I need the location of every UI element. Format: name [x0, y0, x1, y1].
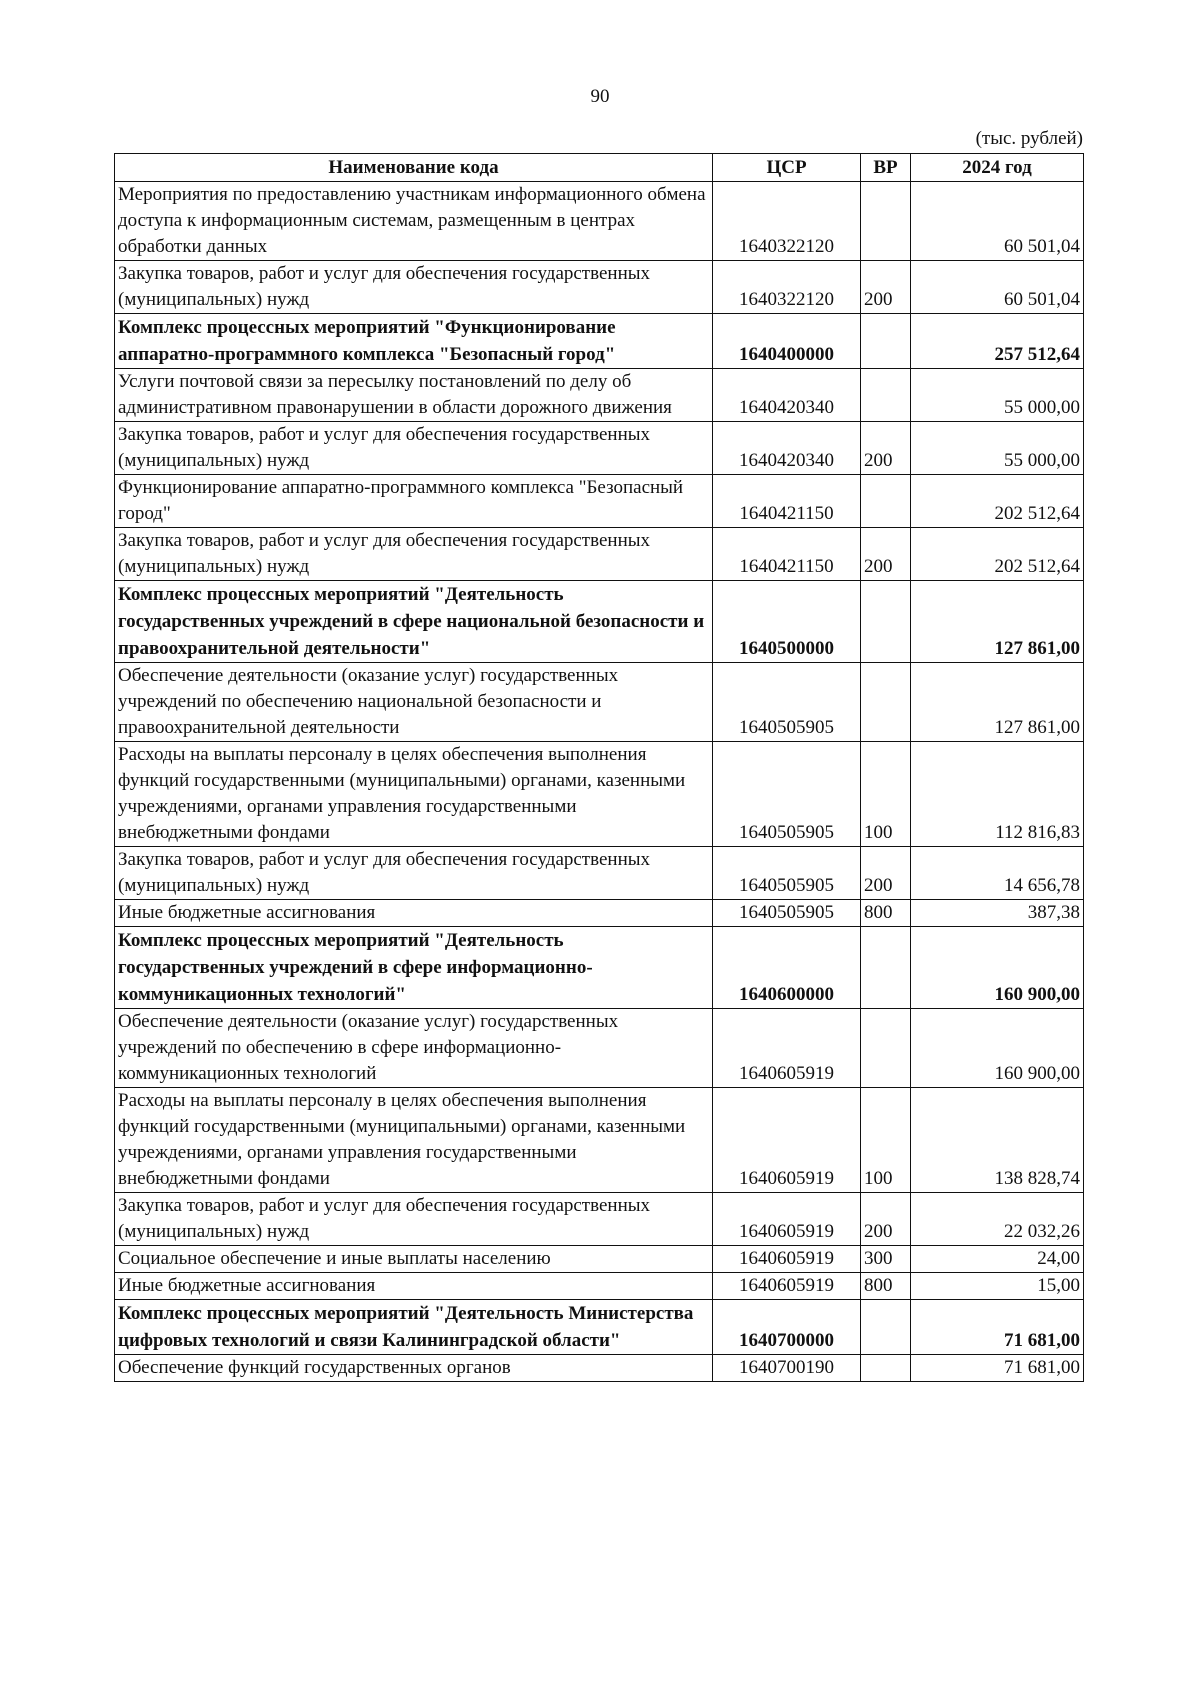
table-body — [115, 182, 1084, 1382]
row-csr-cell: 1640605919 — [713, 1088, 861, 1193]
row-amount-cell: 55 000,00 — [911, 422, 1084, 475]
row-csr-cell: 1640605919 — [713, 1246, 861, 1273]
row-amount-cell: 112 816,83 — [911, 742, 1084, 847]
row-name-cell: Комплекс процессных мероприятий "Функционирование аппаратно-программного комплекса "Безопасный город" — [115, 314, 713, 369]
row-csr-cell: 1640505905 — [713, 847, 861, 900]
row-amount-cell: 15,00 — [911, 1273, 1084, 1300]
table-row — [115, 422, 1084, 475]
row-vr-cell: 800 — [861, 1273, 911, 1300]
row-amount-cell: 127 861,00 — [911, 663, 1084, 742]
row-amount-cell: 257 512,64 — [911, 314, 1084, 369]
row-name-cell: Обеспечение деятельности (оказание услуг) государственных учреждений по обеспечению национальной безопасности и правоохранительной деятельности — [115, 663, 713, 742]
row-amount-cell: 22 032,26 — [911, 1193, 1084, 1246]
row-vr-cell: 100 — [861, 1088, 911, 1193]
row-amount-cell: 160 900,00 — [911, 1009, 1084, 1088]
row-vr-cell: 200 — [861, 528, 911, 581]
row-amount-cell: 60 501,04 — [911, 182, 1084, 261]
row-name-cell: Комплекс процессных мероприятий "Деятельность государственных учреждений в сфере информационно-коммуникационных технологий" — [115, 927, 713, 1009]
row-name-cell: Услуги почтовой связи за пересылку постановлений по делу об административном правонарушении в области дорожного движения — [115, 369, 713, 422]
row-name-cell: Закупка товаров, работ и услуг для обеспечения государственных (муниципальных) нужд — [115, 528, 713, 581]
row-csr-cell: 1640322120 — [713, 261, 861, 314]
table-row — [115, 581, 1084, 663]
row-name-cell: Социальное обеспечение и иные выплаты населению — [115, 1246, 713, 1273]
row-vr-cell — [861, 369, 911, 422]
row-csr-cell: 1640420340 — [713, 369, 861, 422]
row-amount-cell: 138 828,74 — [911, 1088, 1084, 1193]
row-amount-cell: 55 000,00 — [911, 369, 1084, 422]
row-name-cell: Обеспечение деятельности (оказание услуг) государственных учреждений по обеспечению в сфере информационно-коммуникационных технологий — [115, 1009, 713, 1088]
row-csr-cell: 1640700190 — [713, 1355, 861, 1382]
row-vr-cell — [861, 581, 911, 663]
row-csr-cell: 1640600000 — [713, 927, 861, 1009]
row-csr-cell: 1640605919 — [713, 1273, 861, 1300]
row-name-cell: Закупка товаров, работ и услуг для обеспечения государственных (муниципальных) нужд — [115, 847, 713, 900]
table-row — [115, 1009, 1084, 1088]
row-vr-cell: 300 — [861, 1246, 911, 1273]
table-header-row — [115, 154, 1084, 182]
row-name-cell: Закупка товаров, работ и услуг для обеспечения государственных (муниципальных) нужд — [115, 422, 713, 475]
row-vr-cell — [861, 1300, 911, 1355]
header-vr: ВР — [861, 154, 911, 182]
row-vr-cell: 200 — [861, 422, 911, 475]
header-name: Наименование кода — [115, 154, 713, 182]
row-vr-cell — [861, 182, 911, 261]
row-amount-cell: 202 512,64 — [911, 475, 1084, 528]
row-csr-cell: 1640605919 — [713, 1193, 861, 1246]
row-vr-cell — [861, 314, 911, 369]
row-amount-cell: 60 501,04 — [911, 261, 1084, 314]
row-name-cell: Закупка товаров, работ и услуг для обеспечения государственных (муниципальных) нужд — [115, 1193, 713, 1246]
table-row — [115, 1300, 1084, 1355]
row-name-cell: Комплекс процессных мероприятий "Деятельность государственных учреждений в сфере национальной безопасности и правоохранительной деятельности" — [115, 581, 713, 663]
row-name-cell: Иные бюджетные ассигнования — [115, 1273, 713, 1300]
row-name-cell: Закупка товаров, работ и услуг для обеспечения государственных (муниципальных) нужд — [115, 261, 713, 314]
page-number: 90 — [590, 86, 610, 107]
table-row — [115, 369, 1084, 422]
row-csr-cell: 1640605919 — [713, 1009, 861, 1088]
row-vr-cell: 100 — [861, 742, 911, 847]
table-row — [115, 900, 1084, 927]
row-name-cell: Расходы на выплаты персоналу в целях обеспечения выполнения функций государственными (муниципальными) органами, казенными учреждениями, органами управления государственными внебюджетными фондами — [115, 1088, 713, 1193]
row-name-cell: Обеспечение функций государственных органов — [115, 1355, 713, 1382]
row-amount-cell: 71 681,00 — [911, 1355, 1084, 1382]
table-row — [115, 1355, 1084, 1382]
table-row — [115, 742, 1084, 847]
row-amount-cell: 71 681,00 — [911, 1300, 1084, 1355]
row-vr-cell — [861, 927, 911, 1009]
row-vr-cell — [861, 663, 911, 742]
row-vr-cell: 200 — [861, 1193, 911, 1246]
budget-table — [114, 153, 1084, 1382]
units-label: (тыс. рублей) — [975, 128, 1083, 149]
row-vr-cell — [861, 475, 911, 528]
row-name-cell: Иные бюджетные ассигнования — [115, 900, 713, 927]
row-csr-cell: 1640322120 — [713, 182, 861, 261]
table-row — [115, 1246, 1084, 1273]
row-vr-cell: 800 — [861, 900, 911, 927]
header-csr: ЦСР — [713, 154, 861, 182]
row-amount-cell: 160 900,00 — [911, 927, 1084, 1009]
row-csr-cell: 1640500000 — [713, 581, 861, 663]
row-vr-cell — [861, 1355, 911, 1382]
table-row — [115, 1273, 1084, 1300]
row-name-cell: Расходы на выплаты персоналу в целях обеспечения выполнения функций государственными (муниципальными) органами, казенными учреждениями, органами управления государственными внебюджетными фондами — [115, 742, 713, 847]
table-row — [115, 528, 1084, 581]
row-amount-cell: 14 656,78 — [911, 847, 1084, 900]
table-row — [115, 847, 1084, 900]
row-amount-cell: 127 861,00 — [911, 581, 1084, 663]
table-row — [115, 1193, 1084, 1246]
row-csr-cell: 1640505905 — [713, 663, 861, 742]
header-year: 2024 год — [911, 154, 1084, 182]
row-csr-cell: 1640421150 — [713, 528, 861, 581]
table-row — [115, 314, 1084, 369]
table-row — [115, 261, 1084, 314]
table-row — [115, 663, 1084, 742]
row-csr-cell: 1640700000 — [713, 1300, 861, 1355]
row-csr-cell: 1640400000 — [713, 314, 861, 369]
row-amount-cell: 387,38 — [911, 900, 1084, 927]
table-row — [115, 475, 1084, 528]
row-csr-cell: 1640505905 — [713, 900, 861, 927]
row-vr-cell: 200 — [861, 261, 911, 314]
row-name-cell: Функционирование аппаратно-программного комплекса "Безопасный город" — [115, 475, 713, 528]
row-name-cell: Мероприятия по предоставлению участникам информационного обмена доступа к информационным системам, размещенным в центрах обработки данных — [115, 182, 713, 261]
row-csr-cell: 1640505905 — [713, 742, 861, 847]
table-row — [115, 182, 1084, 261]
table-row — [115, 927, 1084, 1009]
row-vr-cell: 200 — [861, 847, 911, 900]
row-vr-cell — [861, 1009, 911, 1088]
row-csr-cell: 1640421150 — [713, 475, 861, 528]
row-name-cell: Комплекс процессных мероприятий "Деятельность Министерства цифровых технологий и связи Калининградской области" — [115, 1300, 713, 1355]
row-amount-cell: 24,00 — [911, 1246, 1084, 1273]
table-row — [115, 1088, 1084, 1193]
row-csr-cell: 1640420340 — [713, 422, 861, 475]
row-amount-cell: 202 512,64 — [911, 528, 1084, 581]
